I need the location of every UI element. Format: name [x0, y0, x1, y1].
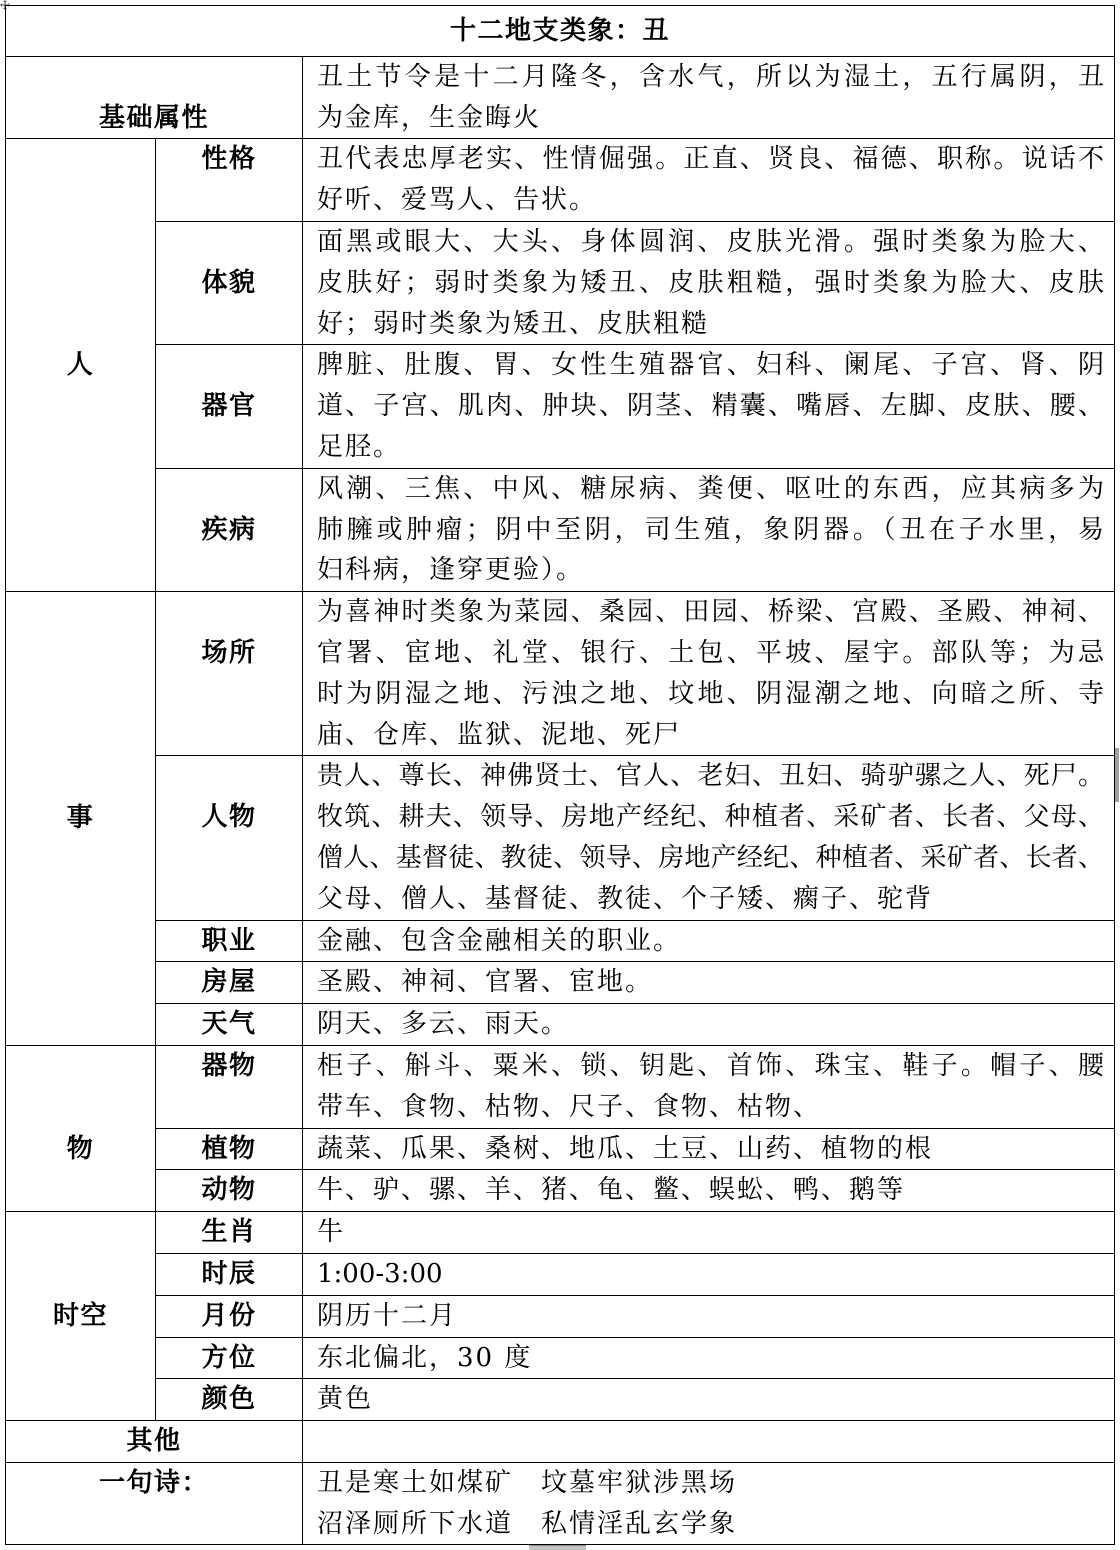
label-month: 月份 [156, 1295, 303, 1337]
label-housing: 房屋 [156, 962, 303, 1004]
row-personality [6, 139, 1115, 222]
content-line: 1:00-3:00 [317, 1258, 443, 1289]
content-color [303, 1379, 1115, 1421]
label-objects: 器物 [156, 1045, 303, 1128]
content-line: 贵人、尊长、神佛贤士、官人、老妇、丑妇、骑驴骡之人、死尸。 [317, 761, 1104, 792]
content-line: 足胫。 [317, 431, 402, 462]
content-line: 丑土节令是十二月隆冬，含水气，所以为湿土，五行属阴，丑 [317, 61, 1104, 92]
content-line: 官署、宦地、礼堂、银行、土包、平坡、屋宇。部队等；为忌 [317, 637, 1104, 668]
label-animals: 动物 [156, 1170, 303, 1212]
label-personality: 性格 [156, 139, 303, 222]
content-line: 东北偏北，30 度 [317, 1342, 533, 1373]
label-weather: 天气 [156, 1004, 303, 1046]
category-affairs: 事 [6, 592, 156, 1046]
content-line: 僧人、基督徒、教徒、领导、房地产经纪、种植者、采矿者、长者、 [317, 842, 1104, 873]
title-row [6, 6, 1115, 57]
content-line: 好；弱时类象为矮丑、皮肤粗糙 [317, 308, 710, 339]
category-spacetime: 时空 [6, 1212, 156, 1421]
label-illness: 疾病 [156, 468, 303, 591]
row-organs [6, 345, 1115, 468]
row-month [6, 1295, 1115, 1337]
content-line: 蔬菜、瓜果、桑树、地瓜、土豆、山药、植物的根 [317, 1133, 934, 1164]
row-appearance [6, 221, 1115, 344]
row-animals [6, 1170, 1115, 1212]
content-line: 庙、仓库、监狱、泥地、死尸 [317, 719, 682, 750]
label-places: 场所 [156, 592, 303, 756]
content-animals [303, 1170, 1115, 1212]
bottom-scroll-handle[interactable] [529, 1545, 586, 1550]
category-things: 物 [6, 1045, 156, 1211]
content-line: 阴天、多云、雨天。 [317, 1009, 570, 1040]
label-other: 其他 [6, 1421, 303, 1463]
content-places [303, 592, 1115, 756]
content-occupation [303, 920, 1115, 962]
content-organs [303, 345, 1115, 468]
content-line: 好听、爱骂人、告状。 [317, 185, 598, 216]
label-time-period: 时辰 [156, 1253, 303, 1295]
row-objects [6, 1045, 1115, 1128]
content-line: 肺臃或肿瘤；阴中至阴，司生殖，象阴器。（丑在子水里，易 [317, 514, 1104, 545]
row-places [6, 592, 1115, 756]
row-plants [6, 1128, 1115, 1170]
content-line: 父母、僧人、基督徒、教徒、个子矮、瘸子、驼背 [317, 883, 934, 914]
row-poem [6, 1462, 1115, 1545]
content-line: 金融、包含金融相关的职业。 [317, 925, 682, 956]
label-color: 颜色 [156, 1379, 303, 1421]
content-other [303, 1421, 1115, 1463]
content-line: 道、子宫、肌肉、肿块、阴茎、精囊、嘴唇、左脚、皮肤、腰、 [317, 391, 1104, 422]
label-people: 人物 [156, 756, 303, 920]
content-line: 为喜神时类象为菜园、桑园、田园、桥梁、宫殿、圣殿、神祠、 [317, 597, 1104, 628]
content-housing [303, 962, 1115, 1004]
content-illness [303, 468, 1115, 591]
content-line: 牛、驴、骡、羊、猪、龟、鳖、蜈蚣、鸭、鹅等 [317, 1175, 906, 1206]
content-line: 面黑或眼大、大头、身体圆润、皮肤光滑。强时类象为脸大、 [317, 226, 1104, 257]
row-people [6, 756, 1115, 920]
content-line: 柜子、斛斗、粟米、锁、钥匙、首饰、珠宝、鞋子。帽子、腰 [317, 1050, 1104, 1081]
label-poem: 一句诗： [6, 1462, 303, 1545]
content-people [303, 756, 1115, 920]
content-line: 阴历十二月 [317, 1300, 458, 1331]
content-line: 牧筑、耕夫、领导、房地产经纪、种植者、采矿者、长者、父母、 [317, 802, 1104, 833]
content-line: 时为阴湿之地、污浊之地、坟地、阴湿潮之地、向暗之所、寺 [317, 678, 1104, 709]
content-month [303, 1295, 1115, 1337]
label-direction: 方位 [156, 1337, 303, 1379]
content-line-empty [317, 1421, 1104, 1462]
content-line: 丑代表忠厚老实、性情倔强。正直、贤良、福德、职称。说话不 [317, 144, 1104, 175]
content-appearance [303, 221, 1115, 344]
poem-line: 丑是寒土如煤矿 坟墓牢狱涉黑场 [317, 1467, 738, 1498]
row-housing [6, 962, 1115, 1004]
row-other [6, 1421, 1115, 1463]
earthly-branch-chou-table [5, 5, 1115, 1545]
content-time-period [303, 1253, 1115, 1295]
content-line: 皮肤好；弱时类象为矮丑、皮肤粗糙，强时类象为脸大、皮肤 [317, 267, 1104, 298]
label-appearance: 体貌 [156, 221, 303, 344]
content-line: 风潮、三焦、中风、糖尿病、粪便、呕吐的东西，应其病多为 [317, 473, 1104, 504]
row-illness [6, 468, 1115, 591]
row-zodiac-animal [6, 1212, 1115, 1254]
row-time-period [6, 1253, 1115, 1295]
label-zodiac-animal: 生肖 [156, 1212, 303, 1254]
content-line: 脾脏、肚腹、胃、女性生殖器官、妇科、阑尾、子宫、肾、阴 [317, 350, 1104, 381]
content-line: 妇科病，逢穿更验）。 [317, 555, 585, 586]
content-line: 为金库，生金晦火 [317, 102, 542, 133]
content-direction [303, 1337, 1115, 1379]
content-zodiac-animal [303, 1212, 1115, 1254]
label-organs: 器官 [156, 345, 303, 468]
vertical-scrollbar-thumb[interactable] [1115, 748, 1119, 802]
category-person: 人 [6, 139, 156, 592]
table-title: 十二地支类象：丑 [6, 6, 1115, 57]
content-plants [303, 1128, 1115, 1170]
content-basic-attributes [303, 56, 1115, 139]
row-direction [6, 1337, 1115, 1379]
content-line: 黄色 [317, 1384, 374, 1415]
content-line: 牛 [317, 1217, 346, 1248]
row-basic-attributes [6, 56, 1115, 139]
content-personality [303, 139, 1115, 222]
content-poem [303, 1462, 1115, 1545]
label-plants: 植物 [156, 1128, 303, 1170]
poem-line: 沼泽厕所下水道 私情淫乱玄学象 [317, 1508, 738, 1539]
row-color [6, 1379, 1115, 1421]
label-basic-attributes: 基础属性 [6, 56, 303, 139]
content-weather [303, 1004, 1115, 1046]
content-objects [303, 1045, 1115, 1128]
row-occupation [6, 920, 1115, 962]
content-line: 带车、食物、枯物、尺子、食物、枯物、 [317, 1091, 822, 1122]
content-line: 圣殿、神祠、官署、宦地。 [317, 967, 654, 998]
label-occupation: 职业 [156, 920, 303, 962]
row-weather [6, 1004, 1115, 1046]
